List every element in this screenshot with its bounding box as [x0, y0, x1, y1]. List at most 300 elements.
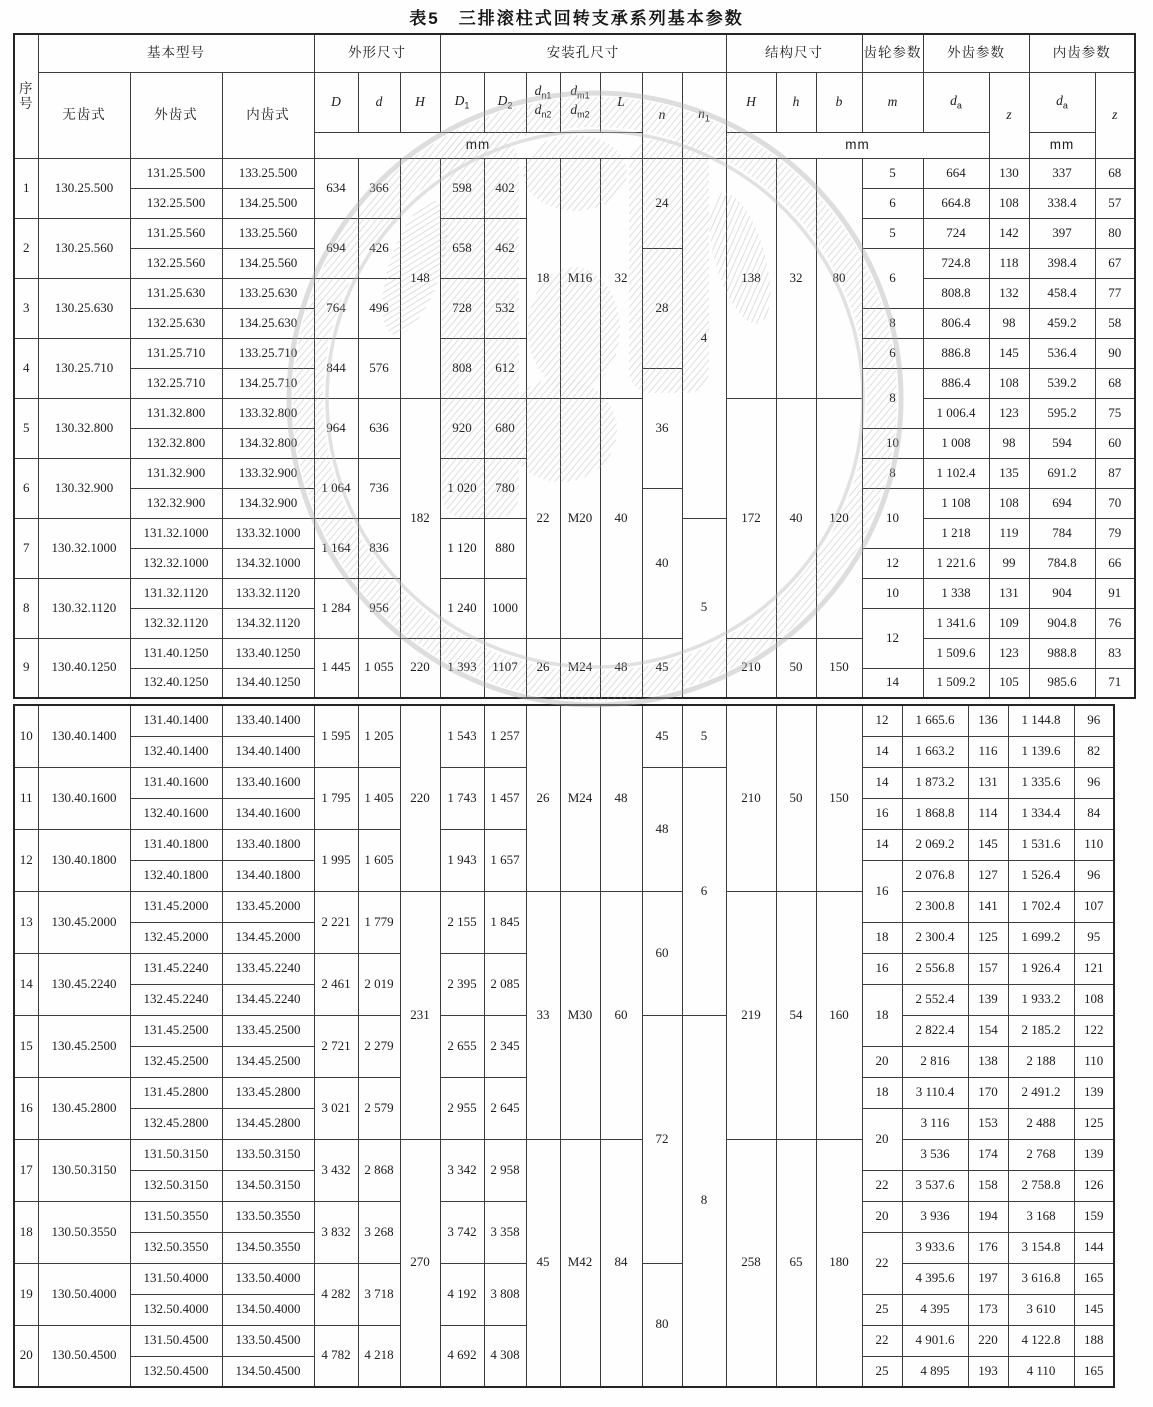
- table-cell: 1 338: [923, 578, 989, 608]
- table-cell: 45: [642, 638, 682, 698]
- table-cell: 8: [862, 308, 923, 338]
- table-cell: 20: [862, 1108, 902, 1170]
- table-cell: 5: [862, 218, 923, 248]
- table-cell: 130.40.1400: [38, 705, 130, 767]
- table-cell: 131.45.2240: [130, 953, 222, 984]
- table-cell: 33: [526, 891, 560, 1139]
- table-cell: 4 282: [314, 1263, 358, 1325]
- table-cell: 174: [968, 1139, 1008, 1170]
- table-cell: 1 509.6: [923, 638, 989, 668]
- table-cell: 36: [642, 368, 682, 488]
- table-cell: 197: [968, 1263, 1008, 1294]
- table-cell: 3 610: [1008, 1294, 1074, 1325]
- table-cell: 26: [526, 705, 560, 891]
- table-cell: 134.32.800: [222, 428, 314, 458]
- table-cell: 32: [776, 158, 816, 398]
- table-cell: 134.32.900: [222, 488, 314, 518]
- table-cell: 136: [968, 705, 1008, 736]
- table-cell: 658: [440, 218, 484, 278]
- table-cell: 736: [358, 458, 400, 518]
- table-cell: 6: [862, 188, 923, 218]
- table-cell: 19: [14, 1263, 38, 1325]
- table-cell: 130.45.2000: [38, 891, 130, 953]
- table-cell: 1 531.6: [1008, 829, 1074, 860]
- header-dn: $d_{n1}$ $d_{n2}$: [526, 72, 560, 132]
- table-cell: 14: [862, 829, 902, 860]
- table-cell: 2 645: [484, 1077, 526, 1139]
- table-cell: 131.45.2000: [130, 891, 222, 922]
- header-gearless-type: 无齿式: [38, 72, 130, 158]
- table-cell: 130.50.3150: [38, 1139, 130, 1201]
- table-cell: 134.45.2500: [222, 1046, 314, 1077]
- table-cell: 68: [1095, 158, 1135, 188]
- table-cell: 664.8: [923, 188, 989, 218]
- table-cell: 158: [968, 1170, 1008, 1201]
- table-cell: 131.50.3550: [130, 1201, 222, 1232]
- table-cell: 12: [862, 608, 923, 668]
- table-cell: 1107: [484, 638, 526, 698]
- table-cell: 1 699.2: [1008, 922, 1074, 953]
- table-cell: 133.50.4500: [222, 1325, 314, 1356]
- table-cell: 131.25.560: [130, 218, 222, 248]
- table-cell: 127: [968, 860, 1008, 891]
- table-cell: 138: [726, 158, 776, 398]
- header-D: D: [314, 72, 358, 132]
- table-cell: 133.50.4000: [222, 1263, 314, 1294]
- table-cell: 1 445: [314, 638, 358, 698]
- table-cell: 76: [1095, 608, 1135, 638]
- table-cell: 22: [526, 398, 560, 638]
- header-row: [14, 34, 1135, 72]
- table-cell: 20: [14, 1325, 38, 1387]
- table-cell: 1 657: [484, 829, 526, 891]
- table-cell: 2 076.8: [902, 860, 968, 891]
- table-cell: 130.32.1000: [38, 518, 130, 578]
- table-cell: 366: [358, 158, 400, 218]
- table-cell: 1 020: [440, 458, 484, 518]
- table-cell: 402: [484, 158, 526, 218]
- table-cell: 22: [862, 1325, 902, 1356]
- table-cell: 70: [1095, 488, 1135, 518]
- table-cell: 1 218: [923, 518, 989, 548]
- table-cell: 2 019: [358, 953, 400, 1015]
- table-cell: 764: [314, 278, 358, 338]
- params-table-upper: [13, 33, 1136, 699]
- table-cell: 3 742: [440, 1201, 484, 1263]
- header-external-gear-type: 外齿式: [130, 72, 222, 158]
- header-index: 序 号: [14, 34, 38, 158]
- table-cell: 108: [989, 188, 1029, 218]
- table-cell: M16: [560, 158, 600, 398]
- table-cell: 18: [862, 984, 902, 1046]
- table-header: [14, 34, 1135, 158]
- table-cell: 134.50.3150: [222, 1170, 314, 1201]
- table-cell: M42: [560, 1139, 600, 1387]
- table-cell: 1 221.6: [923, 548, 989, 578]
- table-cell: 170: [968, 1077, 1008, 1108]
- table-cell: 182: [400, 398, 440, 638]
- table-cell: 1 120: [440, 518, 484, 578]
- table-cell: 123: [989, 398, 1029, 428]
- table-cell: 2 300.8: [902, 891, 968, 922]
- table-cell: 133.25.630: [222, 278, 314, 308]
- table-cell: 14: [862, 736, 902, 767]
- table-cell: 784: [1029, 518, 1095, 548]
- table-cell: 131.32.900: [130, 458, 222, 488]
- table-cell: 130.45.2500: [38, 1015, 130, 1077]
- table-cell: 72: [642, 1015, 682, 1263]
- table-cell: M20: [560, 398, 600, 638]
- table-cell: 130.25.500: [38, 158, 130, 218]
- table-cell: 165: [1074, 1263, 1114, 1294]
- table-cell: 132.32.800: [130, 428, 222, 458]
- table-cell: 131.50.3150: [130, 1139, 222, 1170]
- table-cell: 98: [989, 308, 1029, 338]
- table-cell: 133.32.1120: [222, 578, 314, 608]
- table-cell: 71: [1095, 668, 1135, 698]
- table-cell: 134.50.3550: [222, 1232, 314, 1263]
- table-cell: 20: [862, 1201, 902, 1232]
- table-cell: 691.2: [1029, 458, 1095, 488]
- table-cell: 1 663.2: [902, 736, 968, 767]
- table-cell: 131.45.2500: [130, 1015, 222, 1046]
- table-cell: 1: [14, 158, 38, 218]
- table-cell: 2 085: [484, 953, 526, 1015]
- table-cell: 220: [400, 638, 440, 698]
- table-cell: 2 069.2: [902, 829, 968, 860]
- table-cell: 77: [1095, 278, 1135, 308]
- table-cell: 150: [816, 705, 862, 891]
- table-cell: 50: [776, 705, 816, 891]
- table-cell: 808.8: [923, 278, 989, 308]
- table-cell: 210: [726, 705, 776, 891]
- table-cell: 144: [1074, 1232, 1114, 1263]
- table-cell: 1 926.4: [1008, 953, 1074, 984]
- table-cell: 96: [1074, 767, 1114, 798]
- table-cell: 4 192: [440, 1263, 484, 1325]
- table-row: [14, 398, 1135, 428]
- table-cell: 130.32.900: [38, 458, 130, 518]
- table-cell: 130.40.1600: [38, 767, 130, 829]
- table-cell: 1 064: [314, 458, 358, 518]
- table-cell: 132.40.1400: [130, 736, 222, 767]
- table-cell: 133.45.2240: [222, 953, 314, 984]
- table-cell: 132.50.4000: [130, 1294, 222, 1325]
- table-cell: 45: [642, 705, 682, 767]
- table-cell: 108: [989, 488, 1029, 518]
- table-cell: 80: [816, 158, 862, 398]
- table-cell: 338.4: [1029, 188, 1095, 218]
- table-cell: 130.32.800: [38, 398, 130, 458]
- table-cell: 2 958: [484, 1139, 526, 1201]
- table-cell: 108: [989, 368, 1029, 398]
- table-cell: 22: [862, 1232, 902, 1294]
- table-cell: 5: [14, 398, 38, 458]
- table-cell: 496: [358, 278, 400, 338]
- table-cell: 6: [862, 248, 923, 308]
- table-cell: 16: [862, 953, 902, 984]
- header-mounting-hole-dims: 安装孔尺寸: [440, 34, 726, 72]
- table-cell: 134.45.2000: [222, 922, 314, 953]
- table-cell: 1 933.2: [1008, 984, 1074, 1015]
- table-cell: 25: [862, 1294, 902, 1325]
- table-cell: 1 605: [358, 829, 400, 891]
- table-cell: 134.45.2240: [222, 984, 314, 1015]
- table-title: 表5 三排滚柱式回转支承系列基本参数: [409, 9, 744, 28]
- table-cell: 10: [14, 705, 38, 767]
- table-cell: 133.40.1600: [222, 767, 314, 798]
- table-cell: 1 102.4: [923, 458, 989, 488]
- table-cell: 180: [816, 1139, 862, 1387]
- table-cell: 134.50.4000: [222, 1294, 314, 1325]
- table-cell: 2 491.2: [1008, 1077, 1074, 1108]
- table-cell: 60: [600, 891, 642, 1139]
- table-cell: 16: [862, 798, 902, 829]
- table-cell: 1 665.6: [902, 705, 968, 736]
- table-cell: 142: [989, 218, 1029, 248]
- table-cell: 126: [1074, 1170, 1114, 1201]
- table-cell: 139: [1074, 1077, 1114, 1108]
- table-cell: 123: [989, 638, 1029, 668]
- table-cell: 426: [358, 218, 400, 278]
- table-cell: 125: [968, 922, 1008, 953]
- table-cell: 904.8: [1029, 608, 1095, 638]
- table-cell: 724.8: [923, 248, 989, 278]
- table-cell: 160: [816, 891, 862, 1139]
- table-cell: 133.25.710: [222, 338, 314, 368]
- table-cell: 134.40.1250: [222, 668, 314, 698]
- table-cell: 131.50.4000: [130, 1263, 222, 1294]
- table-cell: 6: [862, 338, 923, 368]
- table-cell: 133.40.1800: [222, 829, 314, 860]
- table-cell: 131.32.1120: [130, 578, 222, 608]
- table-cell: 132.40.1800: [130, 860, 222, 891]
- table-cell: 134.25.630: [222, 308, 314, 338]
- table-cell: 1 868.8: [902, 798, 968, 829]
- table-cell: 595.2: [1029, 398, 1095, 428]
- table-body-rows-10-20: [14, 705, 1114, 1387]
- table-cell: 1 995: [314, 829, 358, 891]
- table-cell: 87: [1095, 458, 1135, 488]
- table-cell: 219: [726, 891, 776, 1139]
- table-cell: 1 139.6: [1008, 736, 1074, 767]
- table-cell: 17: [14, 1139, 38, 1201]
- table-cell: 3 168: [1008, 1201, 1074, 1232]
- table-cell: 3 616.8: [1008, 1263, 1074, 1294]
- table-cell: 68: [1095, 368, 1135, 398]
- table-cell: 48: [600, 638, 642, 698]
- table-cell: 131.25.630: [130, 278, 222, 308]
- table-cell: 784.8: [1029, 548, 1095, 578]
- table-cell: 594: [1029, 428, 1095, 458]
- table-cell: 10: [862, 488, 923, 548]
- table-cell: 109: [989, 608, 1029, 638]
- table-cell: 4 395.6: [902, 1263, 968, 1294]
- table-cell: 1 795: [314, 767, 358, 829]
- table-cell: 116: [968, 736, 1008, 767]
- table-cell: 2 488: [1008, 1108, 1074, 1139]
- table-cell: 14: [862, 767, 902, 798]
- unit-mm: mm: [314, 132, 642, 158]
- table-cell: 141: [968, 891, 1008, 922]
- header-b: b: [816, 72, 862, 132]
- table-cell: 1 543: [440, 705, 484, 767]
- table-cell: 131.32.800: [130, 398, 222, 428]
- table-cell: 138: [968, 1046, 1008, 1077]
- table-cell: 4 395: [902, 1294, 968, 1325]
- table-cell: 576: [358, 338, 400, 398]
- header-internal-gear-params: 内齿参数: [1029, 34, 1135, 72]
- table-cell: 8: [862, 368, 923, 428]
- table-cell: 458.4: [1029, 278, 1095, 308]
- header-H-struct: H: [726, 72, 776, 132]
- table-cell: 18: [862, 922, 902, 953]
- table-cell: 4 895: [902, 1356, 968, 1387]
- table-cell: 4 308: [484, 1325, 526, 1387]
- table-cell: 90: [1095, 338, 1135, 368]
- table-cell: 148: [400, 158, 440, 398]
- table-cell: 130.50.4500: [38, 1325, 130, 1387]
- table-cell: 10: [862, 428, 923, 458]
- table-cell: 13: [14, 891, 38, 953]
- table-cell: 6: [14, 458, 38, 518]
- table-row: [14, 891, 1114, 922]
- table-cell: 120: [816, 398, 862, 638]
- table-cell: 122: [1074, 1015, 1114, 1046]
- table-cell: 8: [862, 458, 923, 488]
- table-cell: 40: [642, 488, 682, 638]
- table-cell: 231: [400, 891, 440, 1139]
- table-cell: 134.40.1600: [222, 798, 314, 829]
- table-cell: 130.32.1120: [38, 578, 130, 638]
- table-cell: 134.40.1800: [222, 860, 314, 891]
- table-cell: 2: [14, 218, 38, 278]
- header-d: d: [358, 72, 400, 132]
- table-cell: 119: [989, 518, 1029, 548]
- table-cell: 3 154.8: [1008, 1232, 1074, 1263]
- table-cell: 82: [1074, 736, 1114, 767]
- table-cell: 95: [1074, 922, 1114, 953]
- table-cell: 844: [314, 338, 358, 398]
- table-cell: 18: [862, 1077, 902, 1108]
- table-cell: M30: [560, 891, 600, 1139]
- table-cell: 135: [989, 458, 1029, 488]
- table-cell: 150: [816, 638, 862, 698]
- table-cell: 1 257: [484, 705, 526, 767]
- table-cell: 58: [1095, 308, 1135, 338]
- header-row: [14, 72, 1135, 132]
- table-cell: 598: [440, 158, 484, 218]
- table-cell: 194: [968, 1201, 1008, 1232]
- table-cell: 724: [923, 218, 989, 248]
- table-cell: 12: [862, 705, 902, 736]
- table-cell: 132.32.1120: [130, 608, 222, 638]
- table-cell: 132.25.500: [130, 188, 222, 218]
- header-n1: $n_1$: [682, 72, 726, 158]
- table-cell: 886.4: [923, 368, 989, 398]
- table-cell: 176: [968, 1232, 1008, 1263]
- table-cell: 3 432: [314, 1139, 358, 1201]
- table-cell: 130.50.4000: [38, 1263, 130, 1325]
- table-cell: 132.25.630: [130, 308, 222, 338]
- table-cell: 3 537.6: [902, 1170, 968, 1201]
- table-cell: 964: [314, 398, 358, 458]
- table-cell: 132.45.2000: [130, 922, 222, 953]
- table-cell: 134.25.560: [222, 248, 314, 278]
- table-cell: 133.45.2000: [222, 891, 314, 922]
- table-cell: 133.32.800: [222, 398, 314, 428]
- table-cell: 664: [923, 158, 989, 188]
- table-cell: 1 006.4: [923, 398, 989, 428]
- table-cell: 4 218: [358, 1325, 400, 1387]
- table-cell: 132.45.2240: [130, 984, 222, 1015]
- table-cell: 2 155: [440, 891, 484, 953]
- table-cell: 6: [682, 767, 726, 1015]
- table-cell: 1 205: [358, 705, 400, 767]
- table-cell: 172: [726, 398, 776, 638]
- table-cell: 988.8: [1029, 638, 1095, 668]
- table-cell: 45: [526, 1139, 560, 1387]
- table-cell: 132.25.560: [130, 248, 222, 278]
- header-structure-dims: 结构尺寸: [726, 34, 862, 72]
- params-table-lower: [13, 704, 1115, 1388]
- table-cell: 130.45.2800: [38, 1077, 130, 1139]
- table-cell: 14: [862, 668, 923, 698]
- table-cell: 132.50.3550: [130, 1232, 222, 1263]
- table-cell: 1 526.4: [1008, 860, 1074, 891]
- header-basic-model: 基本型号: [38, 34, 314, 72]
- table-cell: 1 335.6: [1008, 767, 1074, 798]
- table-cell: 193: [968, 1356, 1008, 1387]
- table-cell: 83: [1095, 638, 1135, 668]
- table-cell: 2 300.4: [902, 922, 968, 953]
- table-cell: 96: [1074, 705, 1114, 736]
- table-cell: 133.45.2800: [222, 1077, 314, 1108]
- table-cell: 9: [14, 638, 38, 698]
- table-cell: 130: [989, 158, 1029, 188]
- table-cell: 1 108: [923, 488, 989, 518]
- table-cell: 2 395: [440, 953, 484, 1015]
- table-cell: 131.40.1600: [130, 767, 222, 798]
- table-cell: 133.25.500: [222, 158, 314, 188]
- table-cell: 132.40.1250: [130, 668, 222, 698]
- table-cell: 131.40.1400: [130, 705, 222, 736]
- table-cell: 806.4: [923, 308, 989, 338]
- table-cell: 154: [968, 1015, 1008, 1046]
- table-cell: 680: [484, 398, 526, 458]
- table-cell: 48: [642, 767, 682, 891]
- table-cell: 2 461: [314, 953, 358, 1015]
- table-cell: 1 845: [484, 891, 526, 953]
- table-cell: 25: [862, 1356, 902, 1387]
- header-D1: $D_1$: [440, 72, 484, 132]
- table-cell: 133.45.2500: [222, 1015, 314, 1046]
- table-cell: 1 334.4: [1008, 798, 1074, 829]
- table-cell: 1 240: [440, 578, 484, 638]
- table-cell: 132.50.4500: [130, 1356, 222, 1387]
- table-cell: 84: [600, 1139, 642, 1387]
- header-internal-gear-type: 内齿式: [222, 72, 314, 158]
- table-cell: 130.40.1250: [38, 638, 130, 698]
- table-cell: 398.4: [1029, 248, 1095, 278]
- table-cell: 84: [1074, 798, 1114, 829]
- header-n: n: [642, 72, 682, 158]
- table-cell: 1 008: [923, 428, 989, 458]
- header-h: h: [776, 72, 816, 132]
- table-cell: 2 868: [358, 1139, 400, 1201]
- table-cell: 2 768: [1008, 1139, 1074, 1170]
- table-cell: 145: [1074, 1294, 1114, 1325]
